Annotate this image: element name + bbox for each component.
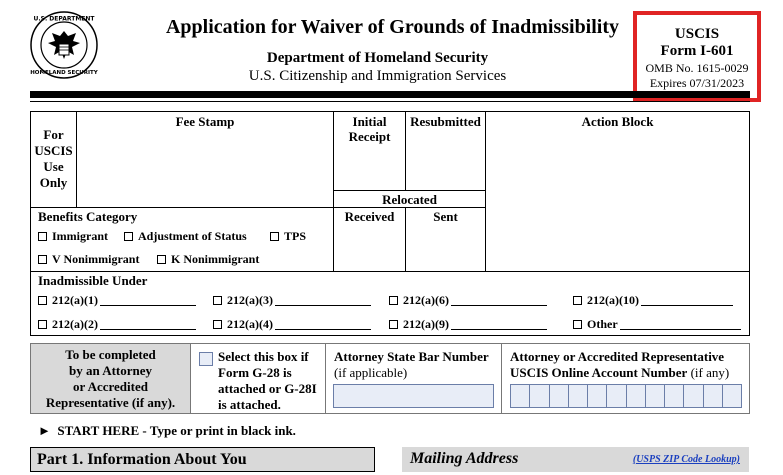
initial-receipt-label: Initial Receipt [348,114,391,144]
form-id-box [633,11,761,102]
inadmissible-212a2-option[interactable]: 212(a)(2) [38,317,196,332]
account-number-box [501,343,750,414]
received-label: Received [344,209,395,224]
header-divider [30,91,750,98]
checkbox[interactable] [38,232,47,241]
checkbox[interactable] [124,232,133,241]
account-digit-cell[interactable] [645,384,665,408]
arrow-right-icon: ► [38,423,51,438]
benefit-tps-option[interactable]: TPS [270,229,306,244]
inadmissible-212a6-option[interactable]: 212(a)(6) [389,293,547,308]
checkbox[interactable] [213,296,222,305]
benefits-category-label: Benefits Category [38,209,138,224]
attorney-section-label: To be completed by an Attorney or Accredited Representative (if any). [45,347,176,410]
svg-text:U.S. DEPARTMENT: U.S. DEPARTMENT [33,15,95,23]
checkbox[interactable] [38,320,47,329]
account-digit-cell[interactable] [606,384,626,408]
department-name: Department of Homeland Security [266,50,489,66]
account-number-input[interactable] [510,384,742,408]
inadmissible-212a9-option[interactable]: 212(a)(9) [389,317,547,332]
account-digit-cell[interactable] [683,384,703,408]
checkbox[interactable] [389,320,398,329]
g28-attached-box [190,343,326,414]
form-number: Form I-601 [660,43,734,59]
account-number-label: Attorney or Accredited Representative [510,349,725,364]
g28-attached-label: Select this box if Form G-28 is attached or G-28I is attached. [218,349,317,412]
account-digit-cell[interactable] [626,384,646,408]
inadmissible-212a10-option[interactable]: 212(a)(10) [573,293,733,308]
checkbox[interactable] [270,232,279,241]
mailing-address-header [402,447,749,472]
checkbox[interactable] [38,255,47,264]
attorney-section-label-box [30,343,191,414]
expiration-date: Expires 07/31/2023 [649,76,745,90]
form-title: Application for Waiver of Grounds of Inadmissibility [165,16,620,38]
checkbox[interactable] [573,320,582,329]
sent-label: Sent [433,209,458,224]
account-digit-cell[interactable] [703,384,723,408]
checkbox[interactable] [389,296,398,305]
inadmissible-212a3-option[interactable]: 212(a)(3) [213,293,371,308]
part1-header: Part 1. Information About You [30,447,375,472]
account-number-label-2: USCIS Online Account Number (if any) [510,365,730,380]
agency-name: U.S. Citizenship and Immigration Services [248,68,507,84]
relocated-label: Relocated [382,192,437,207]
header-divider-thin [30,101,750,102]
omb-number: OMB No. 1615-0029 [645,61,749,75]
svg-text:HOMELAND SECURITY: HOMELAND SECURITY [30,70,98,76]
checkbox[interactable] [38,296,47,305]
inadmissible-other-option[interactable]: Other [573,317,741,332]
benefit-k-nonimmigrant-option[interactable]: K Nonimmigrant [157,252,259,267]
account-digit-cell[interactable] [529,384,549,408]
bar-number-box [325,343,502,414]
checkbox[interactable] [157,255,166,264]
bar-number-input[interactable] [333,384,494,408]
for-uscis-use-only-label: For USCIS Use Only [34,127,73,190]
resubmitted-label: Resubmitted [410,114,481,129]
benefit-immigrant-option[interactable]: Immigrant [38,229,108,244]
checkbox[interactable] [573,296,582,305]
fee-stamp-label: Fee Stamp [175,114,235,129]
account-digit-cell[interactable] [722,384,742,408]
benefit-v-nonimmigrant-option[interactable]: V Nonimmigrant [38,252,139,267]
account-digit-cell[interactable] [510,384,530,408]
usps-zip-lookup-link[interactable]: (USPS ZIP Code Lookup) [632,454,740,465]
bar-number-note: (if applicable) [334,365,408,380]
bar-number-label: Attorney State Bar Number [334,349,489,364]
account-digit-cell[interactable] [664,384,684,408]
action-block-label: Action Block [581,114,654,129]
inadmissible-212a1-option[interactable]: 212(a)(1) [38,293,196,308]
start-here-instruction: ► START HERE - Type or print in black ink. [38,423,296,438]
form-box-agency: USCIS [674,26,720,42]
g28-attached-checkbox[interactable] [199,352,213,366]
benefit-adjustment-option[interactable]: Adjustment of Status [124,229,247,244]
account-digit-cell[interactable] [549,384,569,408]
mailing-address-title: Mailing Address [410,450,519,467]
dhs-seal-logo [30,11,98,79]
checkbox[interactable] [213,320,222,329]
inadmissible-under-label: Inadmissible Under [38,273,148,288]
account-digit-cell[interactable] [568,384,588,408]
account-digit-cell[interactable] [587,384,607,408]
inadmissible-212a4-option[interactable]: 212(a)(4) [213,317,371,332]
